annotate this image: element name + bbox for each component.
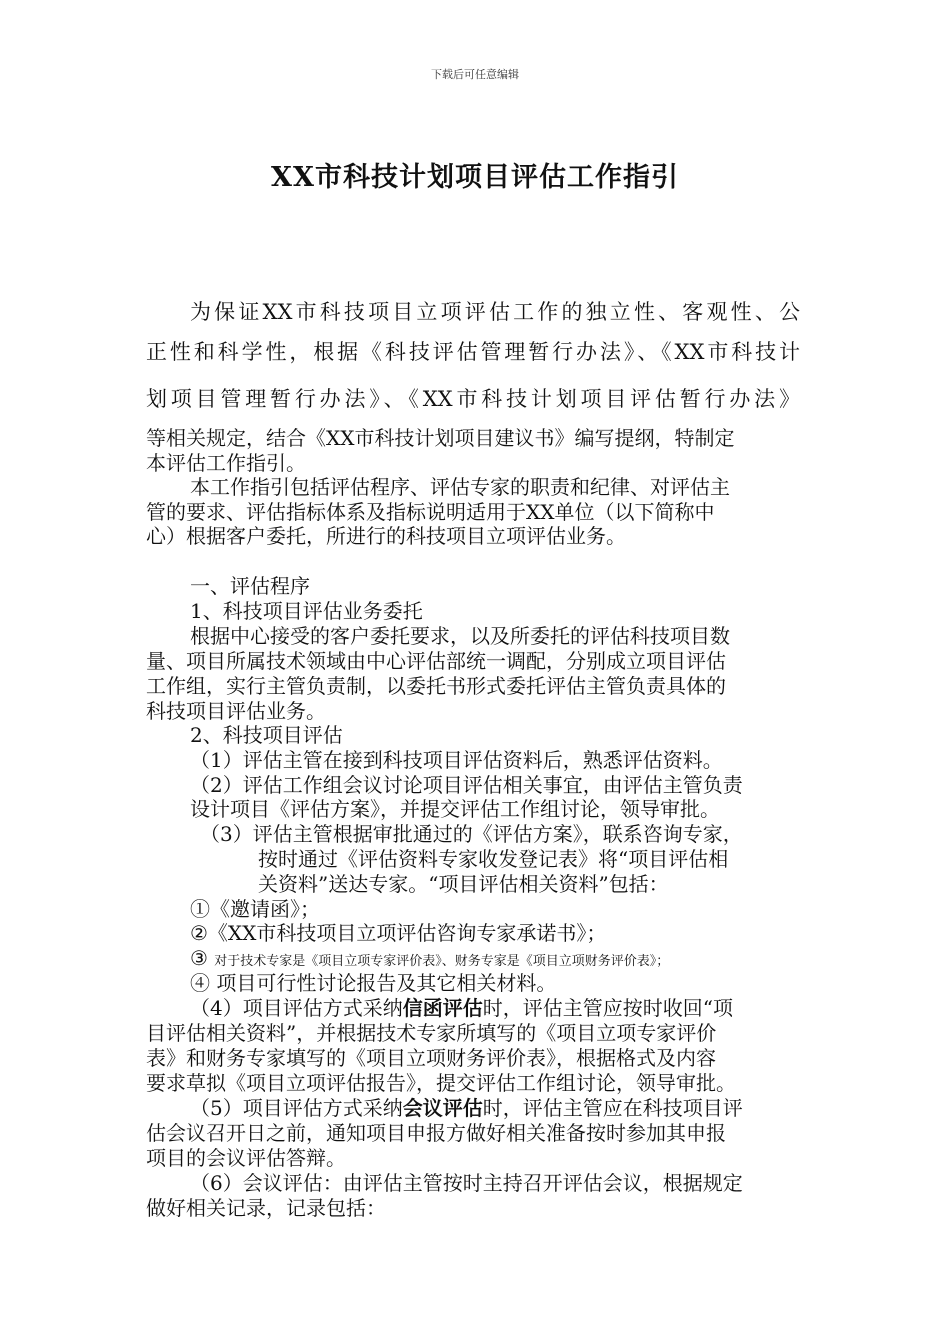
paragraph-line: 按时通过《评估资料专家收发登记表》将“项目评估相	[258, 847, 729, 871]
paragraph-line: （3）评估主管根据审批通过的《评估方案》，联系咨询专家，	[200, 822, 743, 846]
list-marker: ③	[190, 946, 215, 970]
paragraph-line	[190, 1096, 743, 1120]
paragraph-line: 等相关规定，结合《XX市科技计划项目建议书》编写提纲，特制定	[146, 426, 735, 450]
text-segment: 时，评估主管应在科技项目评	[482, 1096, 743, 1120]
paragraph-line: （2）评估工作组会议讨论项目评估相关事宜，由评估主管负责	[190, 773, 743, 797]
paragraph-line: 估会议召开日之前，通知项目申报方做好相关准备按时参加其申报	[146, 1121, 726, 1145]
paragraph-line: 划项目管理暂行办法》、《XX市科技计划项目评估暂行办法》	[146, 387, 800, 411]
emphasis-text: 会议评估	[402, 1096, 483, 1120]
emphasis-text: 信函评估	[402, 996, 483, 1020]
paragraph-line: 目评估相关资料”，并根据技术专家所填写的《项目立项专家评价	[146, 1021, 717, 1045]
paragraph-line: 做好相关记录，记录包括：	[146, 1196, 386, 1220]
paragraph-line: 为保证XX市科技项目立项评估工作的独立性、客观性、公	[190, 300, 800, 324]
paragraph-line: 表》和财务专家填写的《项目立项财务评价表》，根据格式及内容	[146, 1046, 716, 1070]
paragraph-line: 科技项目评估业务。	[146, 699, 326, 723]
page-header-note: 下载后可任意编辑	[431, 68, 519, 81]
subsection-heading: 2、科技项目评估	[190, 723, 343, 747]
paragraph-line: （6）会议评估：由评估主管按时主持召开评估会议，根据规定	[190, 1171, 743, 1195]
list-item	[190, 946, 669, 974]
paragraph-line: 本评估工作指引。	[146, 451, 306, 475]
paragraph-line: 心）根据客户委托，所进行的科技项目立项评估业务。	[146, 524, 626, 548]
paragraph-line: 量、项目所属技术领域由中心评估部统一调配，分别成立项目评估	[146, 649, 726, 673]
paragraph-line: （1）评估主管在接到科技项目评估资料后，熟悉评估资料。	[190, 748, 723, 772]
paragraph-line: 工作组，实行主管负责制，以委托书形式委托评估主管负责具体的	[146, 674, 726, 698]
paragraph-line: 项目的会议评估答辩。	[146, 1146, 346, 1170]
paragraph-line: 正性和科学性，根据《科技评估管理暂行办法》、《XX市科技计	[146, 340, 800, 364]
paragraph-line: 根据中心接受的客户委托要求，以及所委托的评估科技项目数	[190, 624, 730, 648]
paragraph-line: 设计项目《评估方案》，并提交评估工作组讨论，领导审批。	[190, 797, 720, 821]
list-item-small-text: 对于技术专家是《项目立项专家评价表》、财务专家是《项目立项财务评价表》；	[214, 954, 670, 969]
paragraph-line: 关资料”送达专家。“项目评估相关资料”包括：	[258, 872, 669, 896]
subsection-heading: 1、科技项目评估业务委托	[190, 599, 423, 623]
text-segment: （4）项目评估方式采纳	[190, 996, 403, 1020]
list-item: ①《邀请函》；	[190, 897, 320, 921]
paragraph-line	[190, 996, 733, 1020]
paragraph-line: 本工作指引包括评估程序、评估专家的职责和纪律、对评估主	[190, 475, 730, 499]
text-segment: （5）项目评估方式采纳	[190, 1096, 403, 1120]
paragraph-line: 管的要求、评估指标体系及指标说明适用于XX单位（以下简称中	[146, 500, 715, 524]
paragraph-line: 要求草拟《项目立项评估报告》，提交评估工作组讨论，领导审批。	[146, 1071, 736, 1095]
list-item: ②《XX市科技项目立项评估咨询专家承诺书》；	[190, 921, 607, 945]
section-heading: 一、评估程序	[190, 574, 310, 598]
list-item: ④ 项目可行性讨论报告及其它相关材料。	[190, 971, 557, 995]
text-segment: 时，评估主管应按时收回“项	[482, 996, 733, 1020]
document-title: XX市科技计划项目评估工作指引	[271, 162, 679, 193]
